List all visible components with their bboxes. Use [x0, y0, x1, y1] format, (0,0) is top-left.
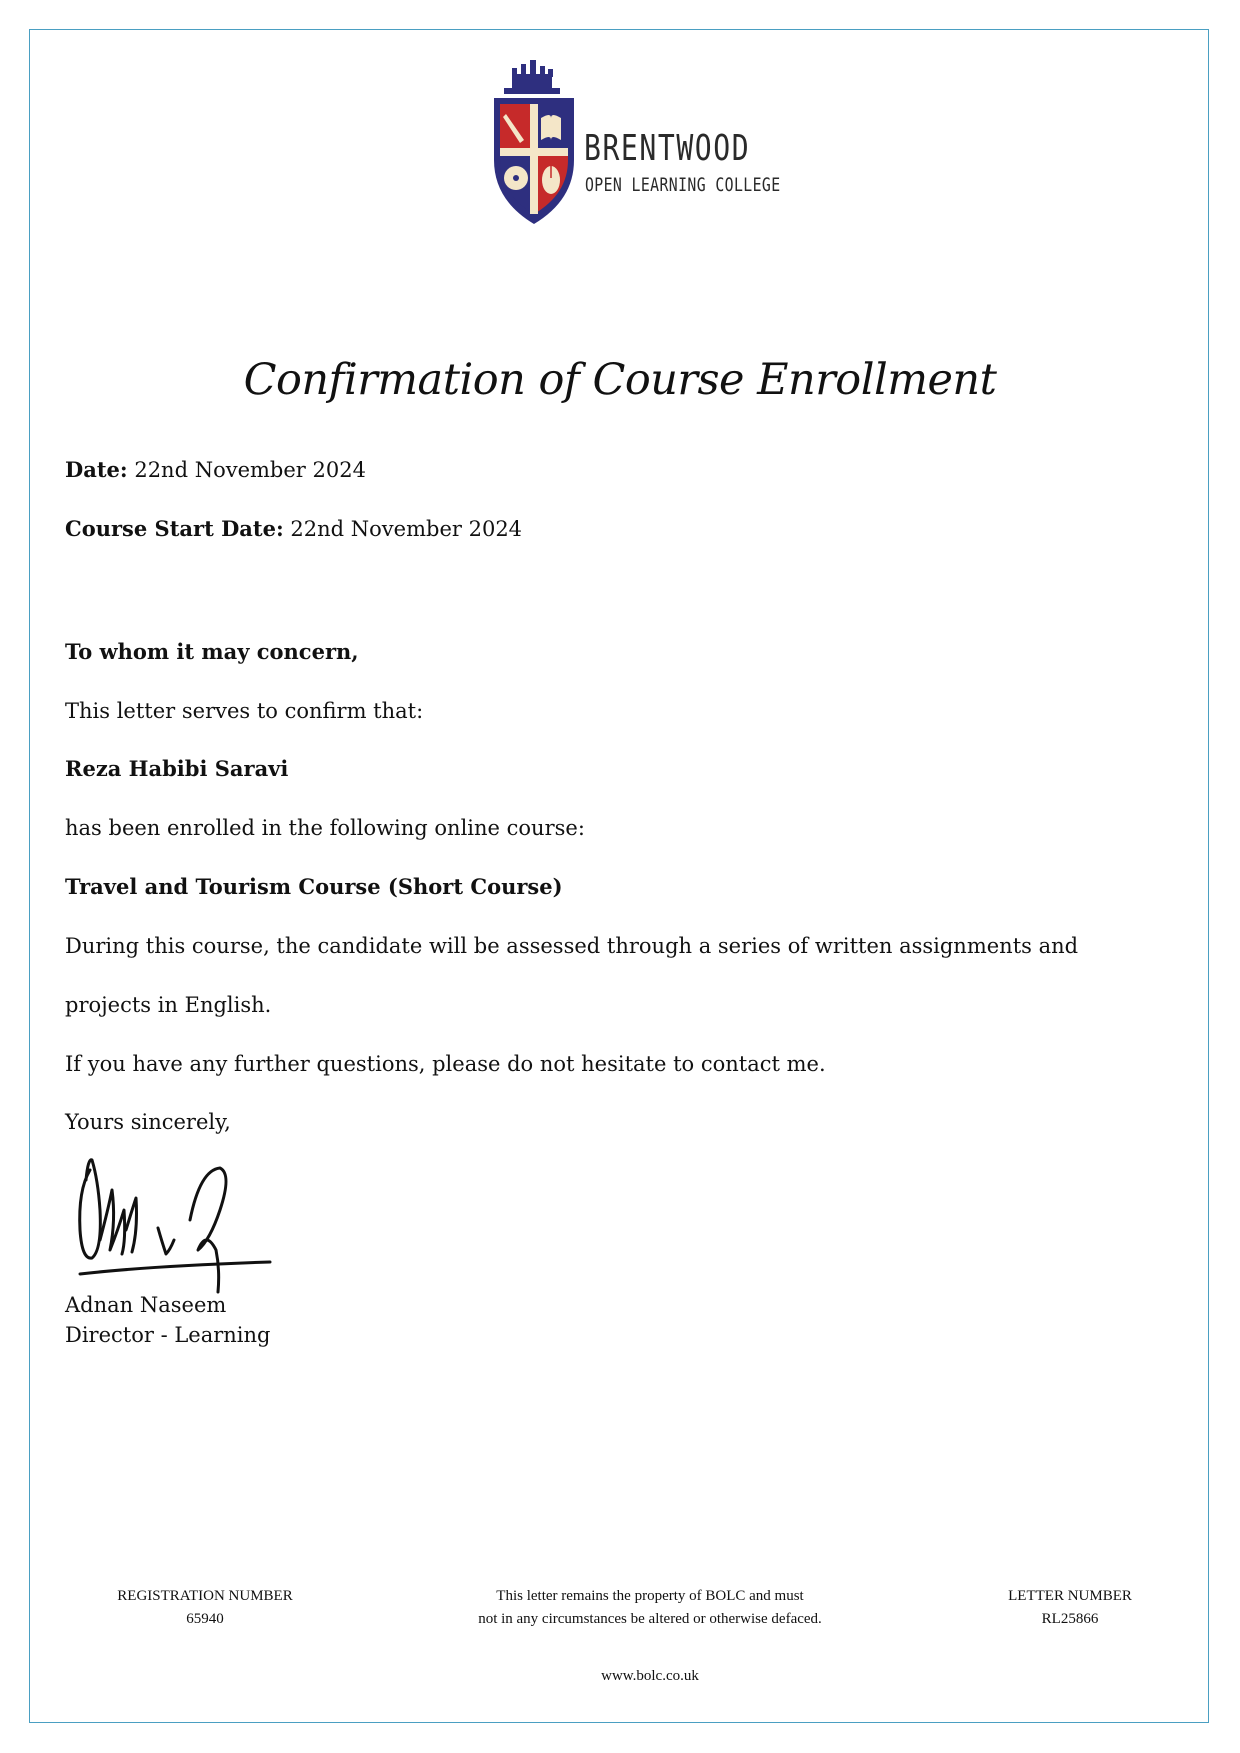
college-crest-icon [490, 60, 582, 230]
date-value: 22nd November 2024 [134, 458, 366, 482]
logo-tagline: OPEN LEARNING COLLEGE [585, 174, 781, 196]
registration-value: 65940 [186, 1611, 224, 1627]
notice-block [420, 1585, 880, 1631]
signatory-name: Adnan Naseem [65, 1293, 227, 1317]
registration-block [90, 1585, 320, 1631]
brentwood-logo [490, 60, 781, 230]
letter-number-value: RL25866 [1041, 1611, 1099, 1627]
course-start-label: Course Start Date: [65, 516, 284, 541]
intro-text: This letter serves to confirm that: [65, 699, 424, 723]
notice-line1: This letter remains the property of BOLC and must [496, 1588, 804, 1604]
date-row [65, 456, 366, 484]
letter-number-label: LETTER NUMBER [1008, 1588, 1132, 1604]
letter-number-block [960, 1585, 1180, 1631]
student-name: Reza Habibi Saravi [65, 756, 289, 781]
course-start-row [65, 515, 522, 543]
date-label: Date: [65, 457, 128, 482]
course-name: Travel and Tourism Course (Short Course) [65, 874, 563, 899]
signatory-title: Director - Learning [65, 1323, 271, 1347]
assessment-text-line1: During this course, the candidate will be assessed through a series of written assignments and [65, 934, 1079, 958]
closing-text: Yours sincerely, [65, 1110, 231, 1134]
salutation: To whom it may concern, [65, 639, 359, 664]
signature-image [70, 1150, 290, 1300]
letter-title: Confirmation of Course Enrollment [243, 355, 997, 405]
registration-label: REGISTRATION NUMBER [117, 1588, 293, 1604]
website-link[interactable]: www.bolc.co.uk [601, 1668, 699, 1684]
logo-wordmark: BRENTWOOD [584, 128, 751, 169]
questions-text: If you have any further questions, please do not hesitate to contact me. [65, 1052, 826, 1076]
assessment-text-line2: projects in English. [65, 993, 272, 1017]
course-start-value: 22nd November 2024 [290, 517, 523, 541]
enrolled-text: has been enrolled in the following online course: [65, 816, 585, 840]
notice-line2: not in any circumstances be altered or otherwise defaced. [478, 1611, 822, 1627]
